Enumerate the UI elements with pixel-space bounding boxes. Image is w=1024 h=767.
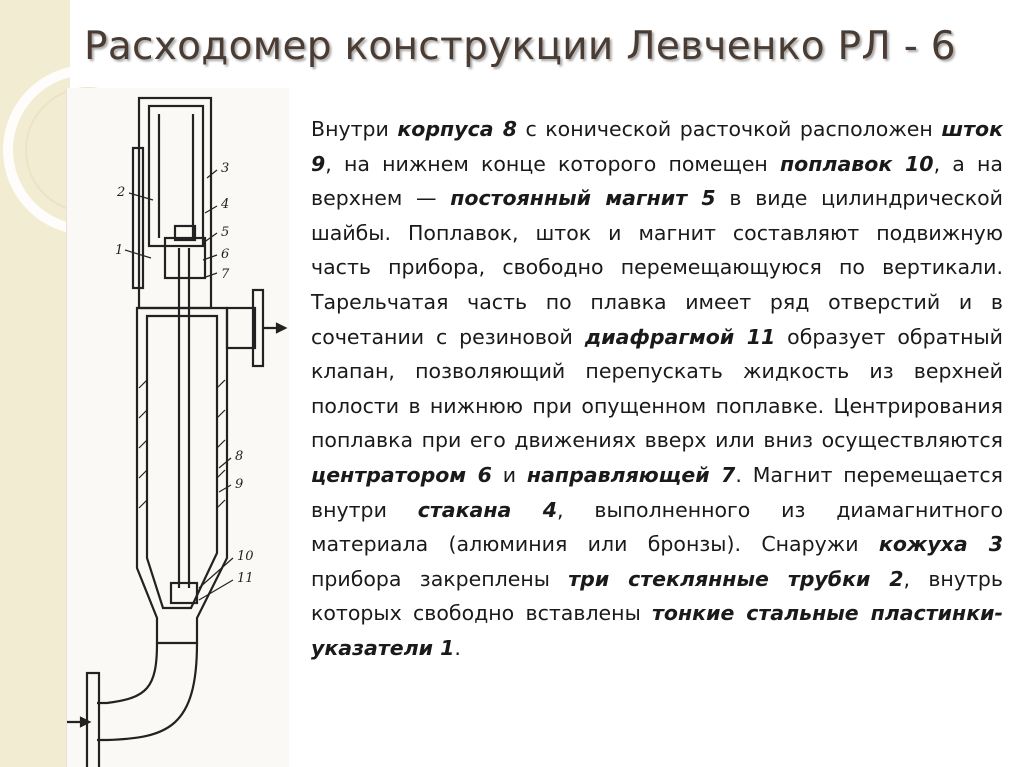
emphasized-term: поплавок 10 bbox=[780, 151, 934, 176]
emphasized-term: шток 9 bbox=[311, 117, 1003, 176]
text-fragment: и bbox=[491, 462, 527, 487]
figure-label-4: 4 bbox=[221, 197, 230, 212]
figure-label-1: 1 bbox=[115, 243, 124, 258]
emphasized-term: кожуха 3 bbox=[878, 532, 1003, 557]
figure-label-3: 3 bbox=[221, 161, 230, 176]
text-fragment: , а на верхнем — bbox=[311, 151, 1003, 211]
flowmeter-diagram bbox=[66, 88, 289, 767]
float bbox=[171, 583, 197, 603]
figure-label-6: 6 bbox=[221, 247, 230, 262]
text-fragment: прибора закреплены bbox=[311, 566, 569, 591]
text-fragment: , на нижнем конце которого помещен bbox=[325, 151, 781, 176]
text-fragment: . Магнит перемещается внутри bbox=[311, 462, 1003, 522]
emphasized-term: три стеклянные трубки 2 bbox=[568, 566, 904, 591]
figure-label-11: 11 bbox=[237, 571, 254, 586]
text-fragment: , выполненного из диамагнитного материала (алюминия или бронзы). Снаружи bbox=[311, 497, 1003, 557]
magnet-block bbox=[165, 238, 205, 278]
figure-label-5: 5 bbox=[221, 225, 230, 240]
figure-label-9: 9 bbox=[235, 477, 244, 492]
emphasized-term: тонкие стальные пластинки-указатели 1 bbox=[311, 601, 1003, 660]
text-fragment: с конической расточкой расположен bbox=[516, 117, 942, 141]
slide-title: Расходомер конструкции Левченко РЛ - 6 bbox=[84, 24, 956, 69]
figure-label-10: 10 bbox=[237, 549, 254, 564]
housing-body bbox=[137, 308, 227, 643]
emphasized-term: корпуса 8 bbox=[397, 117, 517, 141]
figure-label-2: 2 bbox=[117, 185, 126, 200]
text-fragment: Внутри bbox=[311, 117, 398, 141]
figure-label-8: 8 bbox=[235, 449, 244, 464]
emphasized-term: стакана 4 bbox=[417, 497, 558, 522]
text-fragment: в виде цилиндрической шайбы. Поплавок, шток и магнит составляют подвижную часть прибора, свободно перемещающуюся по вертикали. Тарельчатая часть по плавка имеет ряд отверстий и в сочетании с резиновой bbox=[311, 186, 1003, 349]
emphasized-term: постоянный магнит 5 bbox=[450, 186, 716, 211]
description-text bbox=[311, 112, 1003, 666]
emphasized-term: направляющей 7 bbox=[526, 462, 736, 487]
figure-label-7: 7 bbox=[221, 267, 230, 282]
text-fragment: , внутрь которых свободно вставлены bbox=[311, 566, 1003, 626]
text-fragment: образует обратный клапан, позволяющий перепускать жидкость из верхней полости в нижнюю при опущенном поплавке. Центрирования поплавка при его движениях вверх или вниз осуществляются bbox=[311, 324, 1003, 453]
text-fragment: . bbox=[454, 635, 461, 660]
emphasized-term: центратором 6 bbox=[311, 462, 492, 487]
emphasized-term: диафрагмой 11 bbox=[584, 324, 776, 349]
